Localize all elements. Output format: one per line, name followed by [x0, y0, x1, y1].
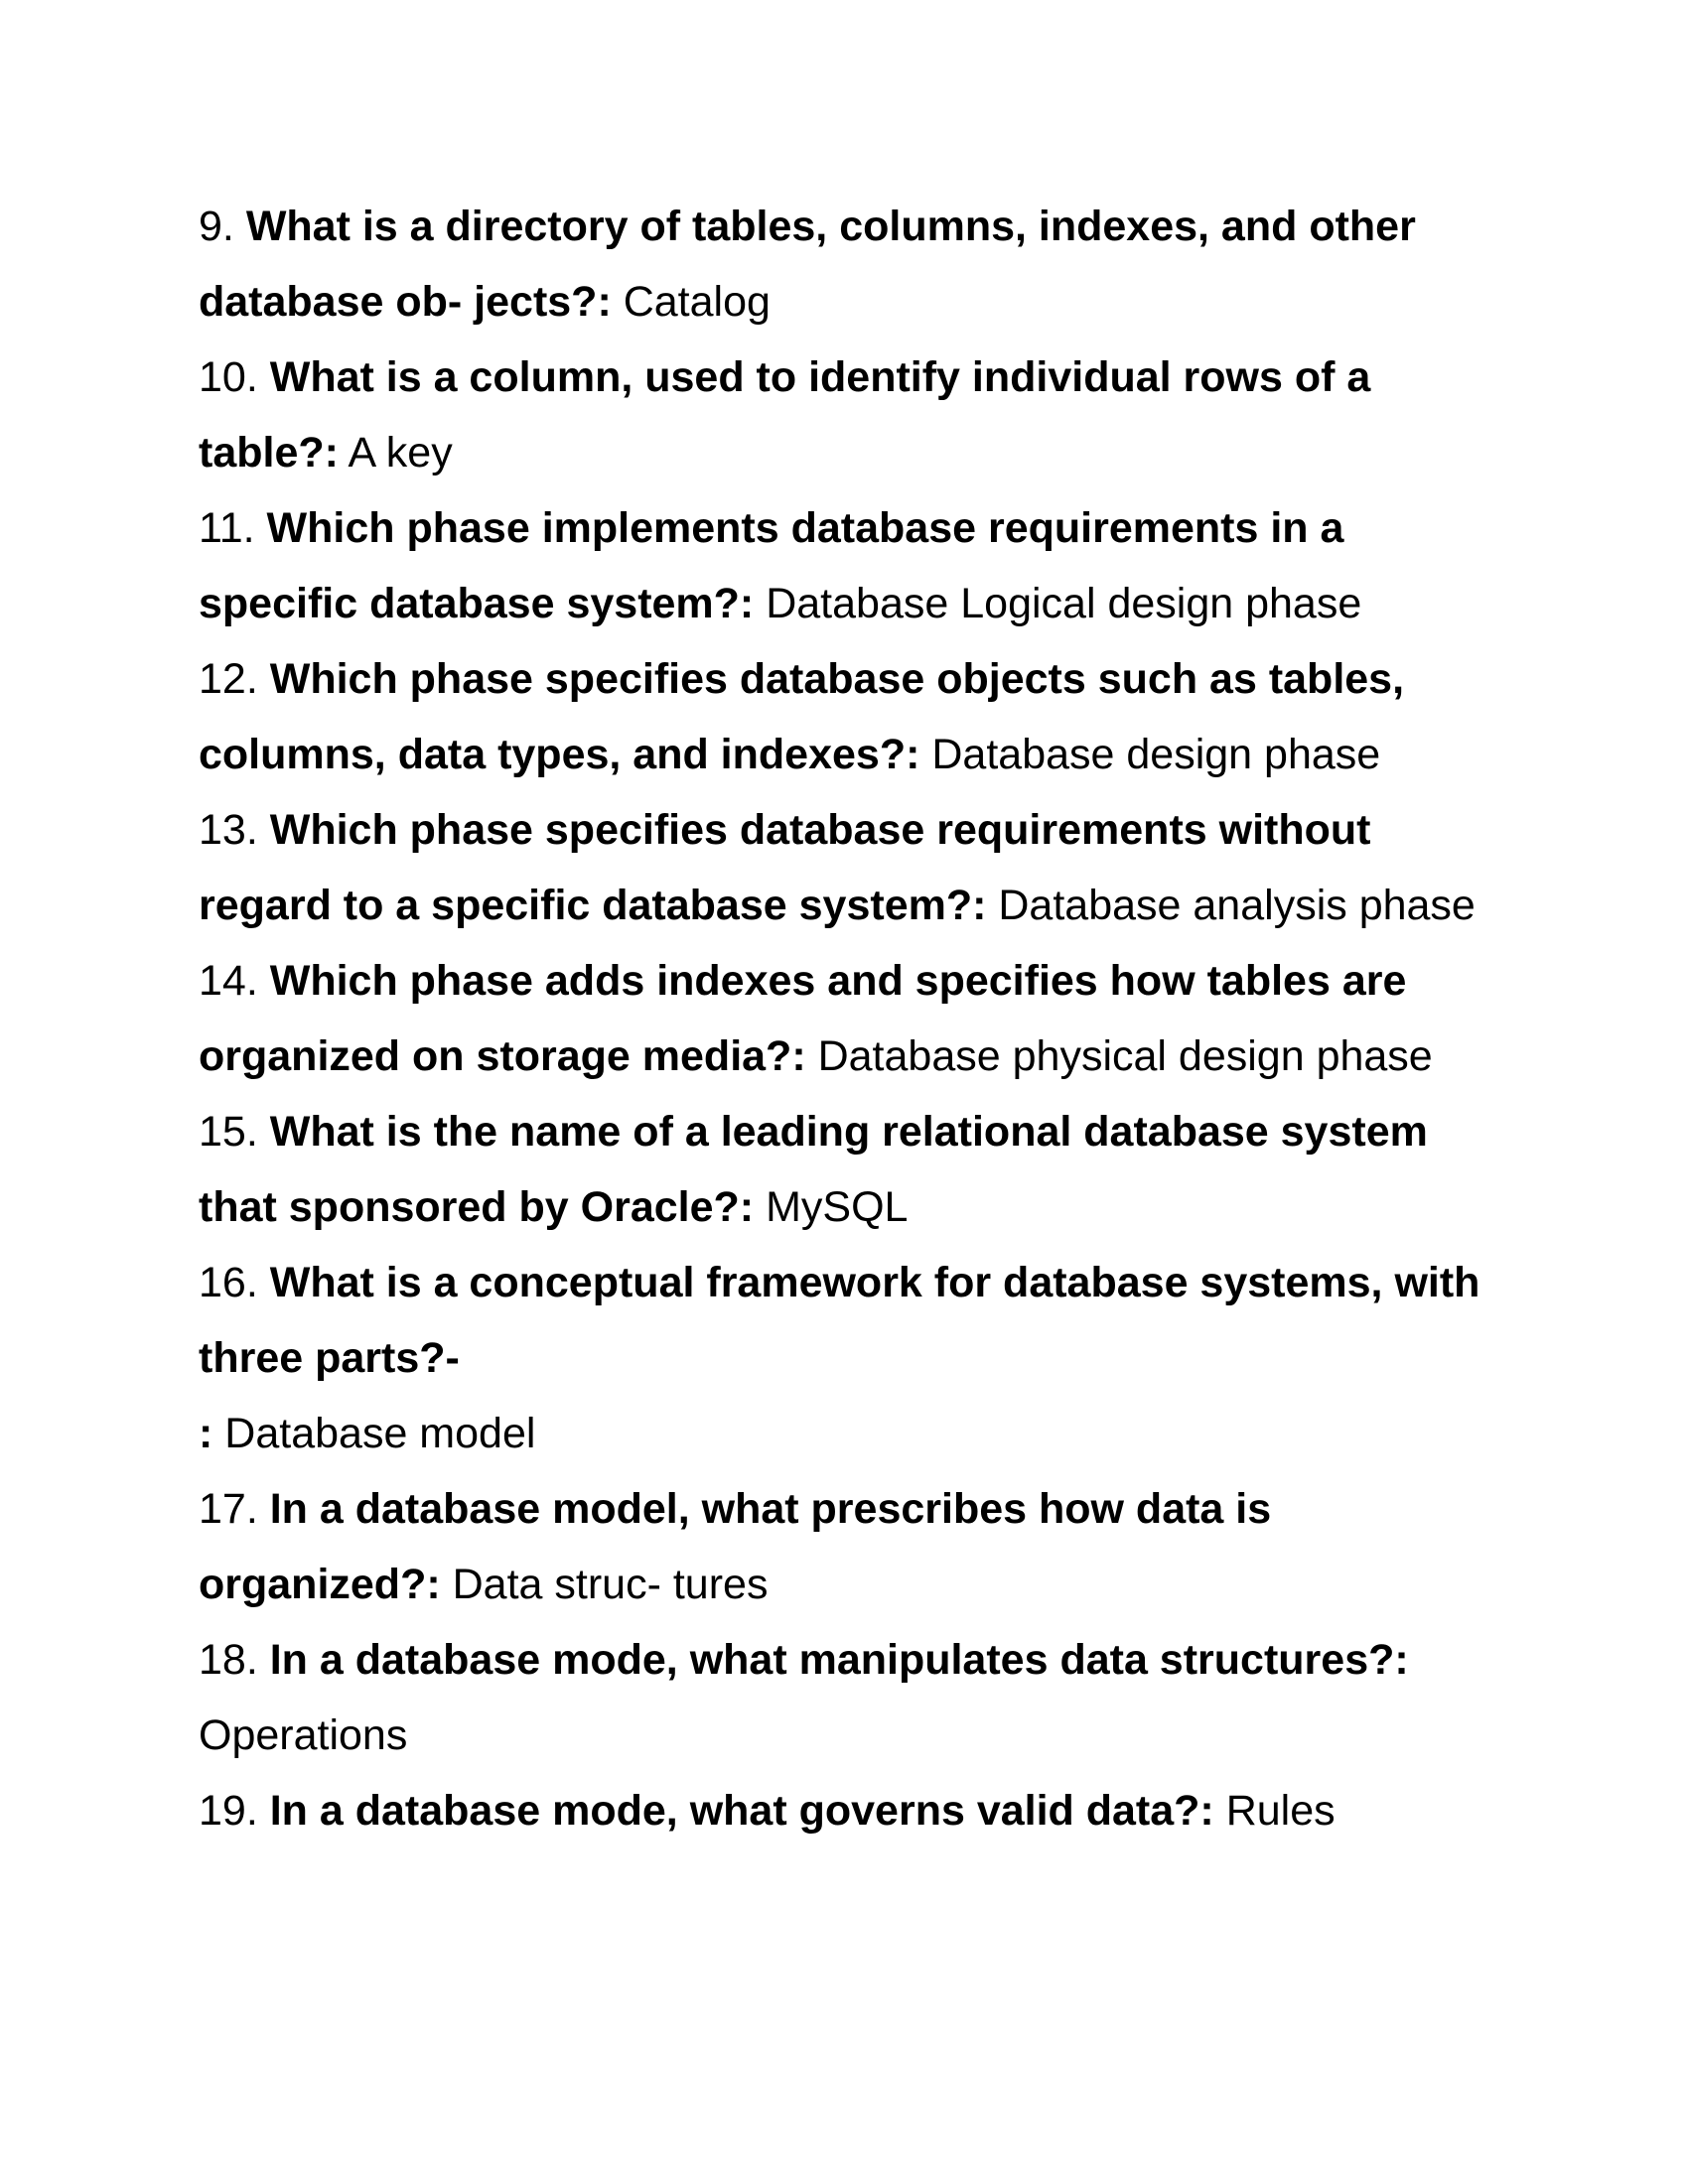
qa-item-17	[199, 1471, 1489, 1622]
qa-item-11	[199, 490, 1489, 641]
item-question: Which phase implements database requirements in a specific database system?:	[199, 504, 1344, 627]
item-number: 18.	[199, 1636, 258, 1684]
qa-item-12	[199, 641, 1489, 792]
item-answer: Database design phase	[931, 731, 1381, 778]
item-question: Which phase adds indexes and specifies how tables are organized on storage media?:	[199, 957, 1407, 1080]
item-number: 9.	[199, 203, 234, 250]
item-number: 10.	[199, 353, 258, 401]
item-question: What is the name of a leading relational database system that sponsored by Oracle?:	[199, 1108, 1428, 1231]
qa-item-9	[199, 189, 1489, 340]
item-number: 11.	[199, 504, 255, 552]
item-question: In a database model, what prescribes how data is organized?:	[199, 1485, 1272, 1608]
item-question: Which phase specifies database requirements without regard to a specific database system?:	[199, 806, 1371, 929]
line-break	[199, 1396, 1489, 1471]
qa-item-15	[199, 1094, 1489, 1245]
item-question: Which phase specifies database objects such as tables, columns, data types, and indexes?:	[199, 655, 1405, 778]
item-answer: Database model	[224, 1410, 536, 1457]
item-number: 19.	[199, 1787, 258, 1835]
item-answer: Database analysis phase	[998, 882, 1476, 929]
item-answer: Operations	[199, 1711, 408, 1759]
item-question: What is a directory of tables, columns, indexes, and other database ob- jects?:	[199, 203, 1416, 326]
item-question-tail: :	[199, 1410, 213, 1457]
qa-item-19	[199, 1773, 1489, 1848]
item-question: In a database mode, what manipulates data structures?:	[269, 1636, 1409, 1684]
item-question: In a database mode, what governs valid data?:	[269, 1787, 1214, 1835]
qa-item-14	[199, 943, 1489, 1094]
item-question: What is a conceptual framework for database systems, with three parts?-	[199, 1259, 1480, 1382]
item-answer: Rules	[1225, 1787, 1336, 1835]
item-answer: Database Logical design phase	[766, 580, 1362, 627]
item-number: 16.	[199, 1259, 258, 1306]
qa-item-13	[199, 792, 1489, 943]
item-answer: MySQL	[766, 1183, 909, 1231]
item-answer: Catalog	[623, 278, 771, 326]
qa-item-10	[199, 340, 1489, 490]
item-number: 15.	[199, 1108, 258, 1156]
qa-item-16	[199, 1245, 1489, 1471]
qa-list	[199, 189, 1489, 1848]
item-answer: A key	[348, 429, 453, 477]
item-question: What is a column, used to identify individual rows of a table?:	[199, 353, 1371, 477]
item-number: 12.	[199, 655, 258, 703]
item-answer: Data struc- tures	[452, 1561, 769, 1608]
item-answer: Database physical design phase	[817, 1032, 1433, 1080]
document-page	[199, 189, 1489, 1848]
item-number: 13.	[199, 806, 258, 854]
item-number: 14.	[199, 957, 258, 1005]
qa-item-18	[199, 1622, 1489, 1773]
item-number: 17.	[199, 1485, 258, 1533]
